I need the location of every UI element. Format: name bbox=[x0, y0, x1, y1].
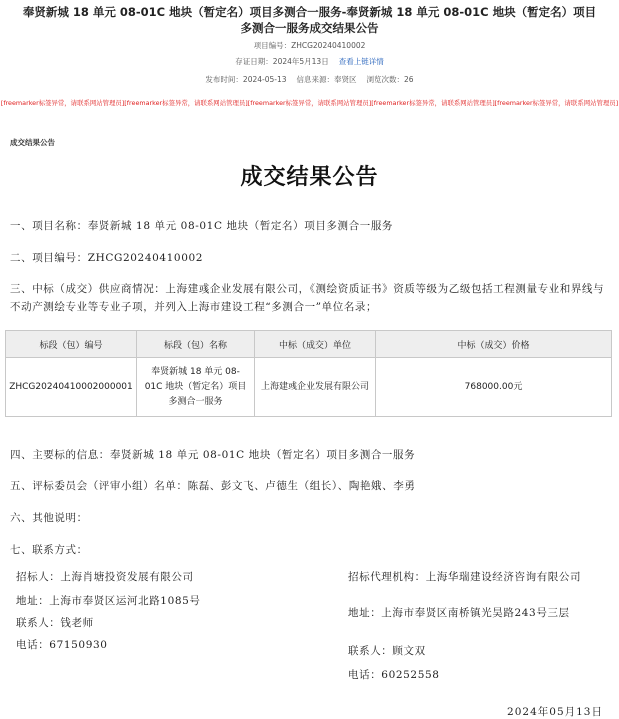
table-row bbox=[6, 358, 612, 417]
cell-winner: 上海建彧企业发展有限公司 bbox=[255, 358, 376, 417]
archive-link[interactable]: 查看上链详情 bbox=[338, 57, 384, 66]
col-price: 中标（成交）价格 bbox=[376, 331, 612, 358]
agency-phone: 电话：60252558 bbox=[348, 669, 440, 681]
item-committee: 五、评标委员会（评审小组）名单：陈磊、彭文飞、卢德生（组长）、陶艳娥、李勇 bbox=[10, 480, 416, 492]
col-lot-code: 标段（包）编号 bbox=[6, 331, 137, 358]
item-other-notes: 六、其他说明： bbox=[10, 512, 88, 524]
publish-info bbox=[0, 74, 619, 85]
cell-lot-name: 奉贤新城 18 单元 08-01C 地块（暂定名）项目多测合一服务 bbox=[137, 358, 255, 417]
col-winner: 中标（成交）单位 bbox=[255, 331, 376, 358]
footer-date: 2024年05月13日 bbox=[507, 706, 603, 718]
cell-price: 768000.00元 bbox=[376, 358, 612, 417]
archive-row bbox=[0, 56, 619, 67]
item-project-code: 二、项目编号：ZHCG20240410002 bbox=[10, 252, 204, 264]
document-title: 成交结果公告 bbox=[240, 165, 379, 190]
item-supplier-info: 三、中标（成交）供应商情况：上海建彧企业发展有限公司，《测绘资质证书》资质等级为乙级包括工程测量专业和界线与不动产测绘专业等专业子项，并列入上海市建设工程“多测合一”单位名录； bbox=[10, 283, 605, 313]
item-main-subject: 四、主要标的信息：奉贤新城 18 单元 08-01C 地块（暂定名）项目多测合一服务 bbox=[10, 449, 416, 461]
project-code: 项目编号：ZHCG20240410002 bbox=[253, 41, 366, 50]
cell-lot-code: ZHCG20240410002000001 bbox=[6, 358, 137, 417]
col-lot-name: 标段（包）名称 bbox=[137, 331, 255, 358]
agency: 招标代理机构：上海华瑞建设经济咨询有限公司 bbox=[348, 571, 582, 583]
tenderer-address: 地址：上海市奉贤区运河北路1085号 bbox=[16, 595, 201, 607]
info-source: 信息来源：奉贤区 bbox=[296, 75, 357, 84]
archive-date: 存证日期：2024年5月13日 bbox=[235, 57, 329, 66]
agency-address: 地址：上海市奉贤区南桥镇光昊路243号三层 bbox=[348, 607, 570, 619]
tenderer: 招标人：上海肖塘投资发展有限公司 bbox=[16, 571, 194, 583]
view-count: 浏览次数：26 bbox=[366, 75, 414, 84]
table-header-row bbox=[6, 331, 612, 358]
template-error-text: [freemarker标签异常，请联系网站管理员][freemarker标签异常，请联系网站管理员][freemarker标签异常，请联系网站管理员][freemarker标签异常，请联系网站管理员][freemarker标签异常，请联系网站管理员] bbox=[0, 99, 619, 107]
item-project-name: 一、项目名称：奉贤新城 18 单元 08-01C 地块（暂定名）项目多测合一服务 bbox=[10, 220, 394, 232]
tenderer-contact: 联系人：钱老师 bbox=[16, 617, 94, 629]
agency-contact: 联系人：顾文双 bbox=[348, 645, 426, 657]
page-title: 奉贤新城 18 单元 08-01C 地块（暂定名）项目多测合一服务-奉贤新城 18 单元 08-01C 地块（暂定名）项目多测合一服务成交结果公告 bbox=[22, 5, 597, 35]
section-label: 成交结果公告 bbox=[10, 138, 55, 147]
publish-time: 发布时间：2024-05-13 bbox=[205, 75, 287, 84]
tenderer-phone: 电话：67150930 bbox=[16, 639, 108, 651]
item-contact: 七、联系方式： bbox=[10, 544, 88, 556]
result-table bbox=[5, 330, 612, 417]
